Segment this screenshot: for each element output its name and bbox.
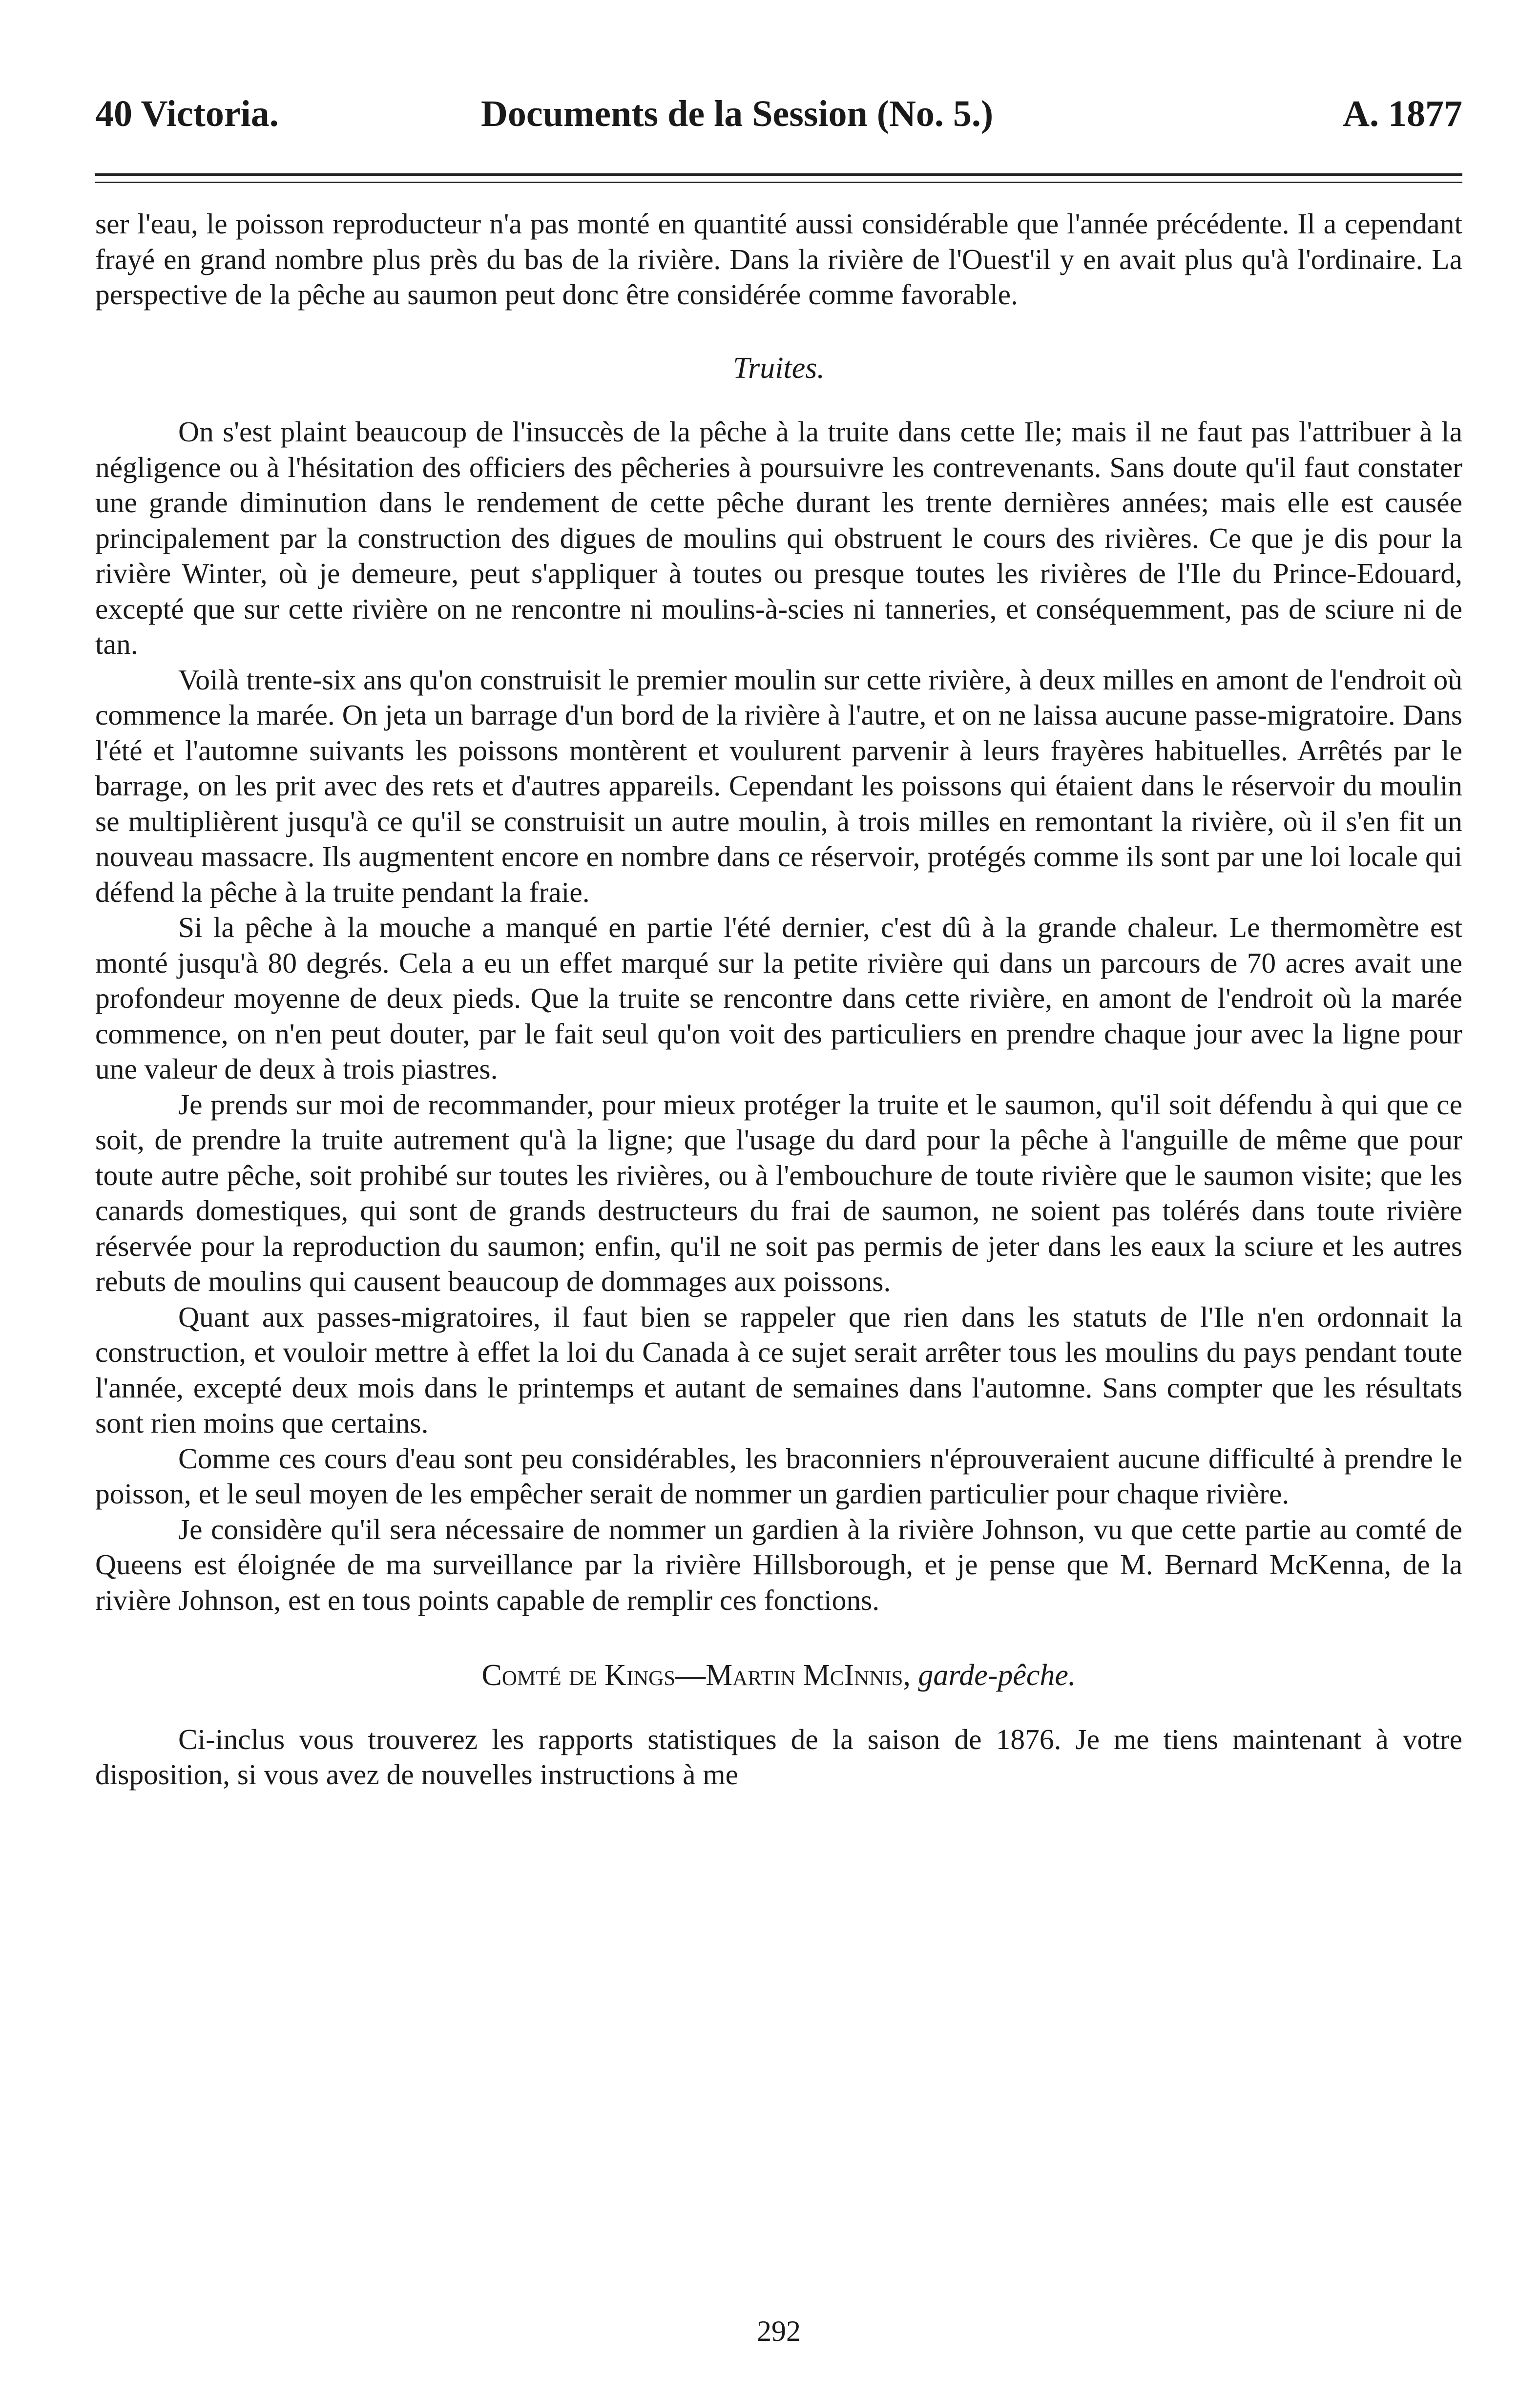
document-page [95,78,1462,2373]
section-title-truites: Truites. [733,351,825,385]
paragraph: Voilà trente-six ans qu'on construisit le premier moulin sur cette rivière, à deux milles en amont de l'endroit où commence la marée. On jeta un barrage d'un bord de la rivière à l'autre, et on ne laissa aucune passe-migratoire. Dans l'été et l'automne suivants les poissons montèrent et voulurent parvenir à leurs frayères habituelles. Arrêtés par le barrage, on les prit avec des rets et d'autres appareils. Cependant les poissons qui étaient dans le réservoir du moulin se multiplièrent jusqu'à ce qu'il se construisit un autre moulin, à trois milles en remontant la rivière, où il s'en fit un nouveau massacre. Ils augmentent encore en nombre dans ce réservoir, protégés comme ils sont par une loi locale qui défend la pêche à la truite pendant la fraie. [95,663,1462,908]
header-center: Documents de la Session (No. 5.) [481,93,994,134]
section-heading-kings [95,1658,1462,1693]
page-number: 292 [757,2315,801,2347]
body-text [95,206,1462,1793]
heading-smallcaps: Comté de Kings—Martin McInnis, [481,1659,911,1692]
header-left: 40 Victoria. [95,93,279,134]
header-right: A. 1877 [1343,93,1462,134]
paragraph-continued: ser l'eau, le poisson reproducteur n'a pas monté en quantité aussi considérable que l'année précédente. Il a cependant frayé en grand nombre plus près du bas de la rivière. Dans la rivière de l'Ouest'il y en avait plus qu'à l'ordinaire. La perspective de la pêche au saumon peut donc être considérée comme favorable. [95,208,1462,311]
paragraph: Si la pêche à la mouche a manqué en partie l'été dernier, c'est dû à la grande chaleur. Le thermomètre est monté jusqu'à 80 degrés. Cela a eu un effet marqué sur la petite rivière qui dans un parcours de 70 acres avait une profondeur moyenne de deux pieds. Que la truite se rencontre dans cette rivière, en amont de l'endroit où la marée commence, on n'en peut douter, par le fait seul qu'on voit des particuliers en prendre chaque jour avec la ligne pour une valeur de deux à trois piastres. [95,911,1462,1085]
header-rule-thick [95,173,1462,176]
paragraph: Je prends sur moi de recommander, pour mieux protéger la truite et le saumon, qu'il soit défendu à qui que ce soit, de prendre la truite autrement qu'à la ligne; que l'usage du dard pour la pêche à l'anguille de même que pour toute autre pêche, soit prohibé sur toutes les rivières, ou à l'embouchure de toute rivière que le saumon visite; que les canards domestiques, qui sont de grands destructeurs du frai de saumon, ne soient pas tolérés dans toute rivière réservée pour la reproduction du saumon; enfin, qu'il ne soit pas permis de jeter dans les eaux la sciure et les autres rebuts de moulins qui causent beaucoup de dommages aux poissons. [95,1088,1462,1297]
paragraph: Ci-inclus vous trouverez les rapports statistiques de la saison de 1876. Je me tiens maintenant à votre disposition, si vous avez de nouvelles instructions à me [95,1723,1462,1791]
paragraph: On s'est plaint beaucoup de l'insuccès de la pêche à la truite dans cette Ile; mais il ne faut pas l'attribuer à la négligence ou à l'hésitation des officiers des pêcheries à poursuivre les contrevenants. Sans doute qu'il faut constater une grande diminution dans le rendement de cette pêche durant les trente dernières années; mais elle est causée principalement par la construction des digues de moulins qui obstruent le cours des rivières. Ce que je dis pour la rivière Winter, où je demeure, peut s'appliquer à toutes ou presque toutes les rivières de l'Ile du Prince-Edouard, excepté que sur cette rivière on ne rencontre ni moulins-à-scies ni tanneries, et conséquemment, pas de sciure ni de tan. [95,416,1462,660]
running-header [95,78,1462,142]
paragraph: Je considère qu'il sera nécessaire de nommer un gardien à la rivière Johnson, vu que cette partie au comté de Queens est éloignée de ma surveillance par la rivière Hillsborough, et je pense que M. Bernard McKenna, de la rivière Johnson, est en tous points capable de remplir ces fonctions. [95,1513,1462,1616]
paragraph: Quant aux passes-migratoires, il faut bien se rappeler que rien dans les statuts de l'Ile n'en ordonnait la construction, et vouloir mettre à effet la loi du Canada à ce sujet serait arrêter tous les moulins du pays pendant toute l'année, excepté deux mois dans le printemps et autant de semaines dans l'automne. Sans compter que les résultats sont rien moins que certains. [95,1300,1462,1439]
header-rule-thin [95,182,1462,183]
heading-italic: garde-pêche. [918,1659,1076,1692]
paragraph: Comme ces cours d'eau sont peu considérables, les braconniers n'éprouveraient aucune difficulté à prendre le poisson, et le seul moyen de les empêcher serait de nommer un gardien particulier pour chaque rivière. [95,1442,1462,1510]
